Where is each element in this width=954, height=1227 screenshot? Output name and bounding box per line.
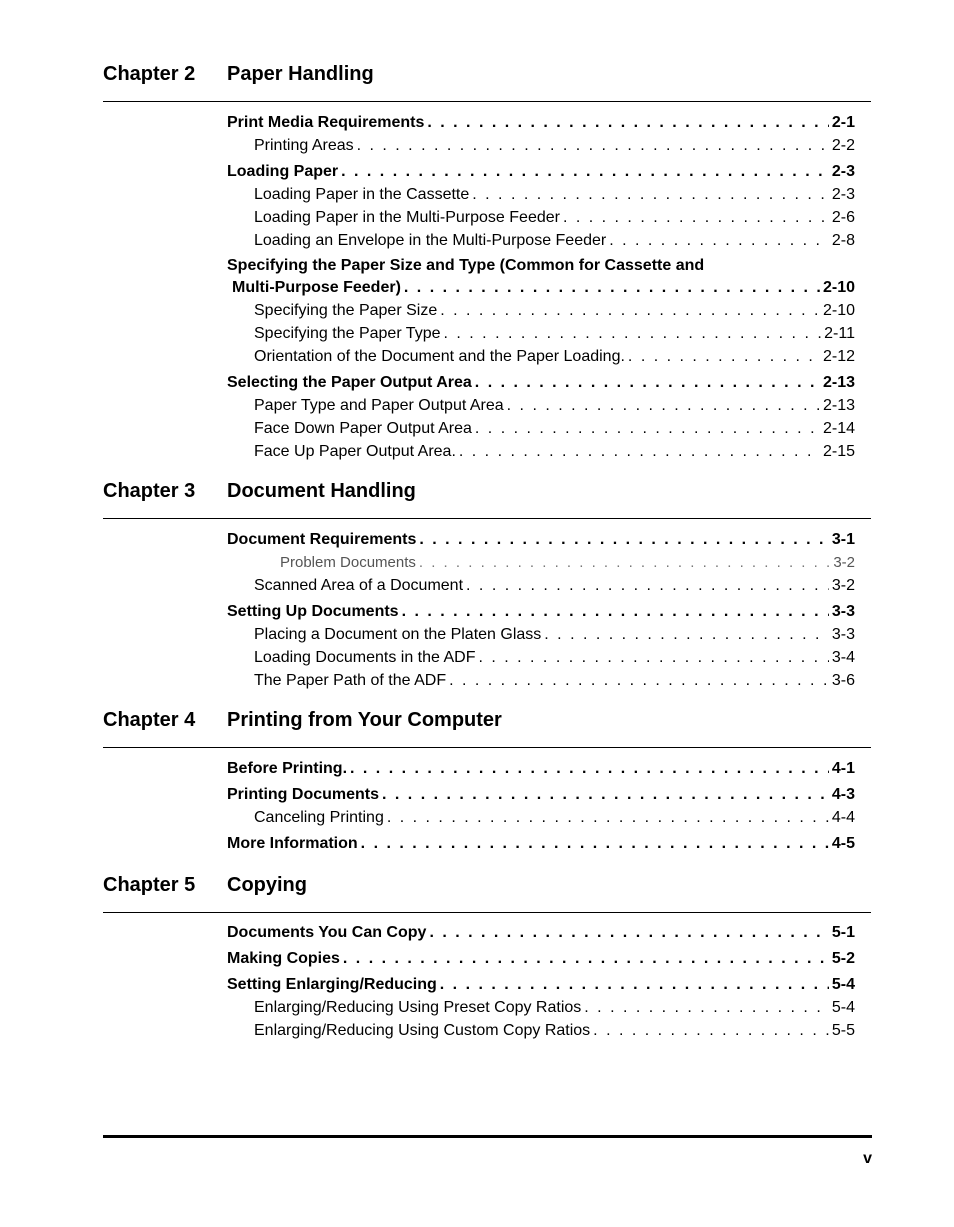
dot-leader — [475, 371, 820, 394]
toc-entry-page: 2-6 — [831, 209, 855, 226]
toc-entry-title: Scanned Area of a Document — [254, 577, 464, 594]
toc-entry-page: 2-13 — [822, 374, 855, 391]
toc-entry-title: Loading Documents in the ADF — [254, 649, 476, 666]
toc-entry-title: Canceling Printing — [254, 809, 384, 826]
dot-leader — [544, 623, 829, 646]
chapter-2-header — [103, 62, 871, 102]
page-number: v — [863, 1150, 872, 1167]
toc-entry[interactable] — [227, 111, 855, 134]
toc-entry[interactable] — [227, 973, 855, 996]
dot-leader — [440, 973, 829, 996]
dot-leader — [444, 322, 822, 345]
dot-leader — [472, 183, 829, 206]
toc-entry-title: The Paper Path of the ADF — [254, 672, 447, 689]
toc-entry-page: 2-13 — [822, 397, 855, 414]
toc-entry-title: Setting Enlarging/Reducing — [227, 976, 437, 993]
chapter-5-header — [103, 873, 871, 913]
dot-leader — [507, 394, 820, 417]
toc-entry[interactable] — [227, 832, 855, 855]
toc-entry-page: 2-2 — [831, 137, 855, 154]
toc-entry-title: Specifying the Paper Size — [254, 302, 438, 319]
toc-entry-title: Printing Areas — [254, 137, 354, 154]
toc-entry[interactable] — [227, 528, 855, 551]
toc-entry[interactable] — [227, 921, 855, 944]
toc-entry-page: 3-2 — [833, 554, 855, 571]
toc-entry-page: 2-1 — [831, 114, 855, 131]
toc-entry-page: 3-3 — [831, 603, 855, 620]
toc-entry[interactable] — [227, 394, 855, 417]
dot-leader — [475, 417, 820, 440]
toc-entry-page: 2-10 — [822, 279, 855, 296]
toc-entry-page: 2-3 — [831, 163, 855, 180]
toc-entry[interactable] — [227, 1019, 855, 1042]
toc-entry-title: Placing a Document on the Platen Glass — [254, 626, 542, 643]
toc-entry-page: 2-12 — [822, 348, 855, 365]
toc-entry-page: 4-4 — [831, 809, 855, 826]
chapter-4-header — [103, 708, 871, 748]
toc-entry-page: 2-3 — [831, 186, 855, 203]
toc-entry-page: 2-10 — [822, 302, 855, 319]
dot-leader — [361, 832, 829, 855]
toc-entry-title: Problem Documents — [280, 554, 416, 571]
dot-leader — [341, 160, 829, 183]
toc-entry-page: 5-5 — [831, 1022, 855, 1039]
dot-leader — [382, 783, 829, 806]
dot-leader — [419, 551, 830, 574]
dot-leader — [440, 299, 820, 322]
toc-entry[interactable] — [227, 646, 855, 669]
dot-leader — [449, 669, 829, 692]
toc-entry-title: Multi-Purpose Feeder) — [232, 279, 401, 296]
toc-entry-title: Face Down Paper Output Area — [254, 420, 472, 437]
toc-entry[interactable] — [227, 551, 855, 574]
footer-rule — [103, 1135, 872, 1138]
toc-entry[interactable] — [227, 757, 855, 780]
toc-entry-title: Before Printing. — [227, 760, 348, 777]
toc-entry-title: Printing Documents — [227, 786, 380, 803]
toc-entry[interactable] — [227, 322, 855, 345]
toc-entry[interactable] — [227, 996, 855, 1019]
toc-entry-page: 4-3 — [831, 786, 855, 803]
dot-leader — [427, 111, 829, 134]
toc-entry-page: 5-4 — [831, 976, 855, 993]
toc-entry-title: Print Media Requirements — [227, 114, 425, 131]
toc-entry-title: Selecting the Paper Output Area — [227, 374, 472, 391]
dot-leader — [466, 574, 829, 597]
dot-leader — [404, 276, 820, 299]
dot-leader — [343, 947, 829, 970]
toc-entry-title: Face Up Paper Output Area. — [254, 443, 456, 460]
toc-entry[interactable] — [227, 299, 855, 322]
toc-entry-page: 2-15 — [822, 443, 855, 460]
toc-entry-title: Documents You Can Copy — [227, 924, 427, 941]
toc-entry[interactable] — [227, 669, 855, 692]
toc-entry-page: 3-3 — [831, 626, 855, 643]
toc-entry-page: 2-11 — [824, 325, 855, 342]
toc-entry[interactable] — [227, 574, 855, 597]
dot-leader — [584, 996, 829, 1019]
chapter-4-entries — [227, 757, 855, 855]
toc-entry-page: 3-6 — [831, 672, 855, 689]
toc-entry[interactable] — [227, 183, 855, 206]
toc-entry[interactable] — [227, 440, 855, 463]
toc-entry-title: Orientation of the Document and the Paper Loading. — [254, 348, 625, 365]
toc-entry[interactable] — [227, 783, 855, 806]
chapter-title: Document Handling — [227, 480, 416, 502]
dot-leader — [350, 757, 829, 780]
chapter-number: Chapter 4 — [103, 709, 196, 731]
toc-entry-title: Specifying the Paper Size and Type (Common for Cassette and — [227, 257, 705, 274]
chapter-number: Chapter 5 — [103, 874, 196, 896]
dot-leader — [387, 806, 829, 829]
dot-leader — [357, 134, 829, 157]
toc-entry[interactable] — [227, 255, 855, 276]
toc-entry[interactable] — [227, 345, 855, 368]
chapter-title: Copying — [227, 874, 307, 896]
toc-entry[interactable] — [227, 371, 855, 394]
chapter-2-entries — [227, 111, 855, 463]
dot-leader — [459, 440, 820, 463]
toc-entry-title: Loading Paper in the Multi-Purpose Feeder — [254, 209, 560, 226]
toc-entry-page: 5-2 — [831, 950, 855, 967]
toc-entry-title: Paper Type and Paper Output Area — [254, 397, 504, 414]
dot-leader — [563, 206, 829, 229]
dot-leader — [609, 229, 829, 252]
toc-entry[interactable] — [227, 276, 855, 299]
toc-entry[interactable] — [227, 806, 855, 829]
toc-entry[interactable] — [227, 600, 855, 623]
toc-entry-page: 5-4 — [831, 999, 855, 1016]
toc-entry[interactable] — [227, 134, 855, 157]
toc-entry[interactable] — [227, 417, 855, 440]
toc-entry-title: Document Requirements — [227, 531, 417, 548]
toc-entry[interactable] — [227, 229, 855, 252]
toc-entry-title: Setting Up Documents — [227, 603, 399, 620]
toc-entry-title: Enlarging/Reducing Using Custom Copy Ratios — [254, 1022, 591, 1039]
chapter-5-entries — [227, 921, 855, 1042]
toc-entry-page: 4-5 — [831, 835, 855, 852]
dot-leader — [402, 600, 829, 623]
dot-leader — [593, 1019, 829, 1042]
toc-entry-title: Loading Paper — [227, 163, 339, 180]
toc-entry-page: 3-1 — [831, 531, 855, 548]
dot-leader — [419, 528, 829, 551]
toc-entry[interactable] — [227, 160, 855, 183]
toc-entry-title: Specifying the Paper Type — [254, 325, 441, 342]
chapter-number: Chapter 3 — [103, 480, 196, 502]
chapter-number: Chapter 2 — [103, 63, 196, 85]
chapter-title: Printing from Your Computer — [227, 709, 502, 731]
toc-entry[interactable] — [227, 947, 855, 970]
toc-entry-title: More Information — [227, 835, 358, 852]
dot-leader — [478, 646, 828, 669]
toc-entry-page: 3-2 — [831, 577, 855, 594]
toc-entry-title: Making Copies — [227, 950, 340, 967]
toc-entry-page: 3-4 — [831, 649, 855, 666]
toc-entry-page: 2-14 — [822, 420, 855, 437]
toc-entry[interactable] — [227, 623, 855, 646]
toc-entry-title: Enlarging/Reducing Using Preset Copy Ratios — [254, 999, 582, 1016]
toc-entry-page: 5-1 — [831, 924, 855, 941]
toc-entry-title: Loading Paper in the Cassette — [254, 186, 470, 203]
toc-entry-page: 2-8 — [831, 232, 855, 249]
toc-entry-page: 4-1 — [831, 760, 855, 777]
chapter-title: Paper Handling — [227, 63, 374, 85]
toc-entry[interactable] — [227, 206, 855, 229]
toc-entry-title: Loading an Envelope in the Multi-Purpose Feeder — [254, 232, 607, 249]
dot-leader — [628, 345, 820, 368]
chapter-3-header — [103, 479, 871, 519]
dot-leader — [429, 921, 828, 944]
chapter-3-entries — [227, 528, 855, 692]
